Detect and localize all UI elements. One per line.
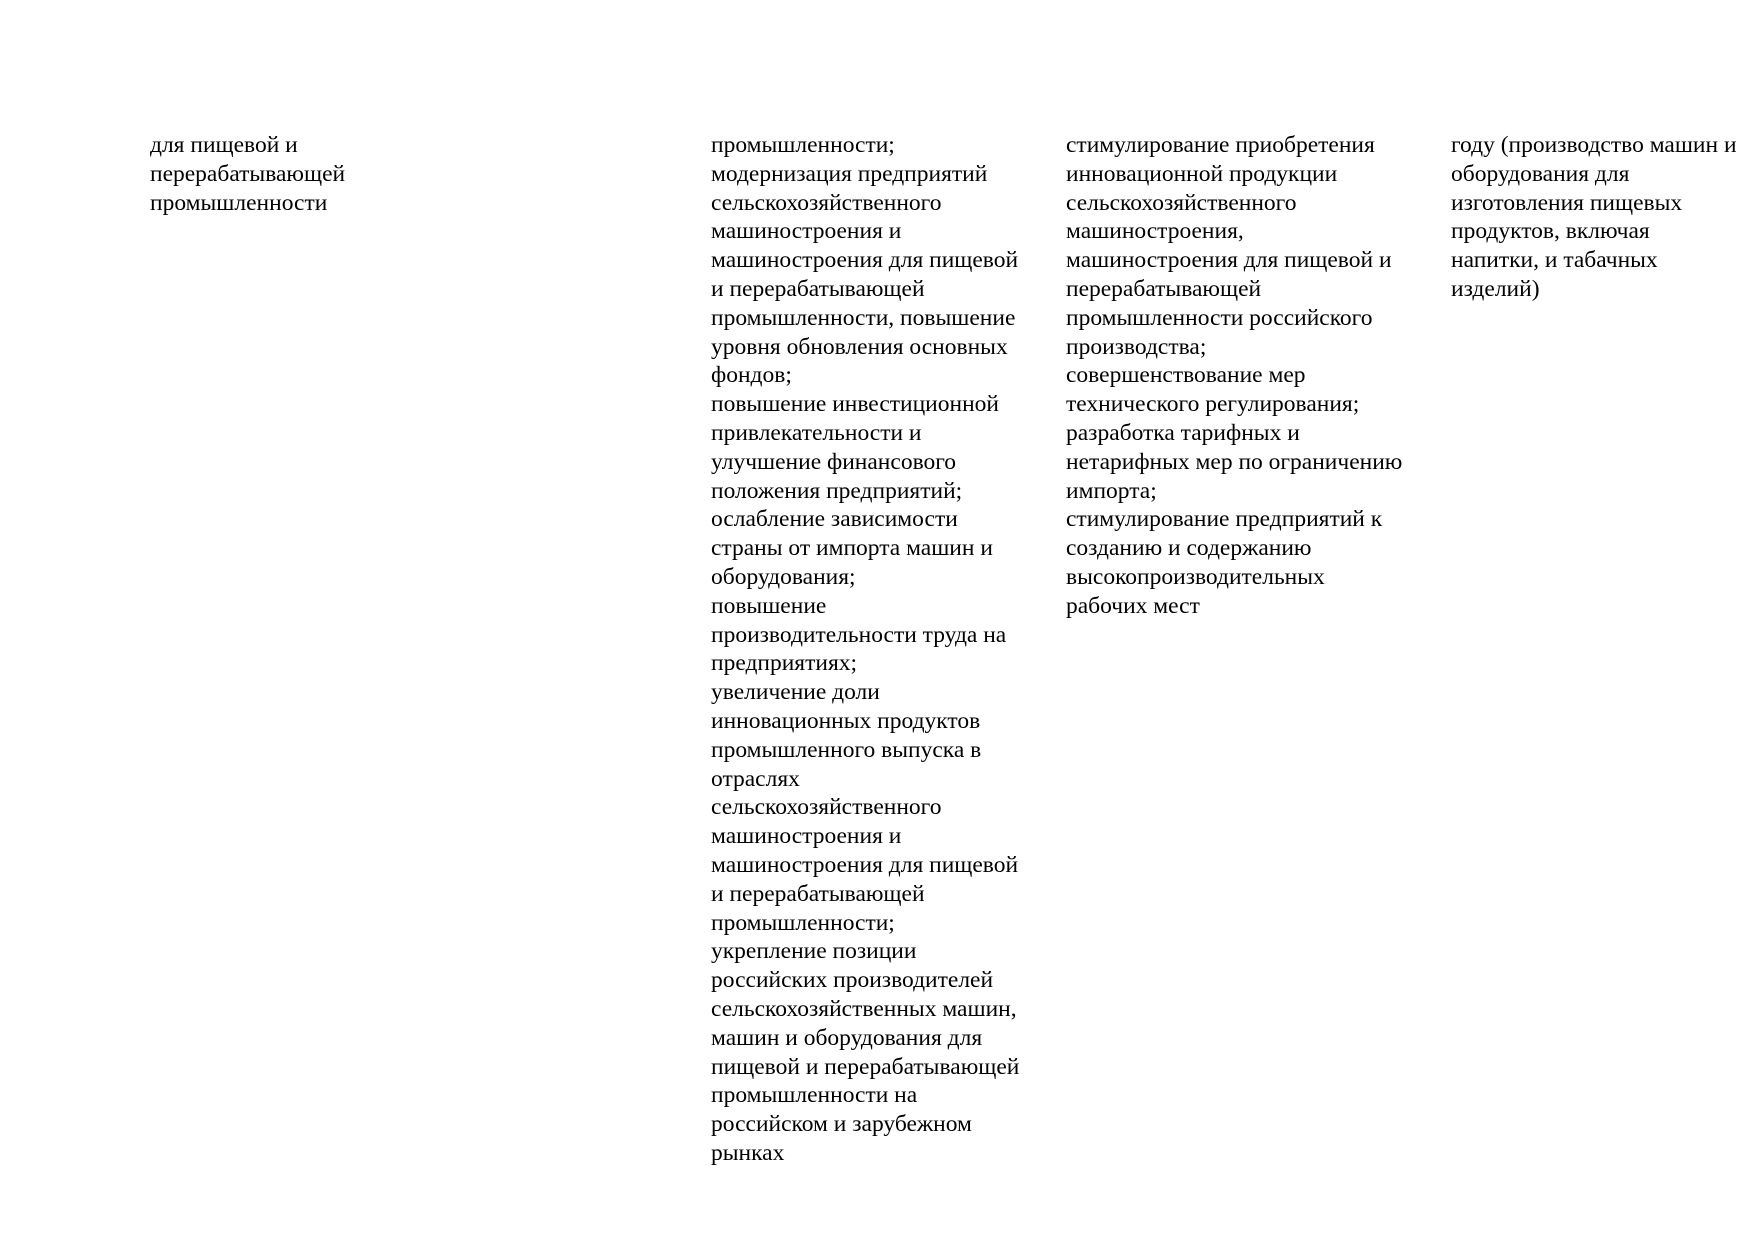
text-line: высокопроизводительных xyxy=(1066,563,1325,590)
text-line: машин и оборудования для xyxy=(711,1024,983,1051)
text-line: стимулирование приобретения xyxy=(1066,132,1375,158)
text-line: производительности труда на xyxy=(711,621,1007,648)
text-line: промышленности, повышение xyxy=(711,304,1016,331)
text-line: инновационных продуктов xyxy=(711,707,981,734)
text-line: повышение xyxy=(711,592,827,619)
text-line: сельскохозяйственного xyxy=(711,794,942,821)
text-line: предприятиях; xyxy=(711,650,858,677)
text-line: перерабатывающей xyxy=(150,160,346,187)
text-line: продуктов, включая xyxy=(1451,218,1650,245)
text-line: российских производителей xyxy=(711,967,994,994)
text-line: созданию и содержанию xyxy=(1066,535,1312,562)
text-line: машиностроения и xyxy=(711,823,902,850)
text-line: изделий) xyxy=(1451,275,1540,302)
text-line: промышленности xyxy=(150,189,328,216)
text-line: производства; xyxy=(1066,333,1207,360)
text-line: совершенствование мер xyxy=(1066,362,1306,389)
text-line: инновационной продукции xyxy=(1066,160,1338,187)
column-3-text xyxy=(1066,131,1444,621)
text-line: стимулирование предприятий к xyxy=(1066,506,1383,533)
text-line: для пищевой и xyxy=(150,132,298,158)
text-line: оборудования для xyxy=(1451,160,1630,187)
text-line: машиностроения и xyxy=(711,218,902,245)
text-line: разработка тарифных и xyxy=(1066,419,1300,446)
text-line: страны от импорта машин и xyxy=(711,535,993,562)
text-line: технического регулирования; xyxy=(1066,391,1360,418)
text-line: сельскохозяйственных машин, xyxy=(711,995,1017,1022)
text-line: изготовления пищевых xyxy=(1451,189,1683,216)
text-line: нетарифных мер по ограничению xyxy=(1066,448,1403,475)
text-line: уровня обновления основных xyxy=(711,333,1008,360)
text-line: промышленности; xyxy=(711,909,895,936)
text-line: сельскохозяйственного xyxy=(711,189,942,216)
text-line: повышение инвестиционной xyxy=(711,391,999,418)
text-line: модернизация предприятий xyxy=(711,160,988,187)
text-line: промышленности российского xyxy=(1066,304,1373,331)
text-line: оборудования; xyxy=(711,563,856,590)
text-line: машиностроения, xyxy=(1066,218,1244,245)
text-line: году (производство машин и xyxy=(1451,132,1737,158)
text-line: укрепление позиции xyxy=(711,938,917,965)
text-line: отраслях xyxy=(711,765,800,792)
text-line: ослабление зависимости xyxy=(711,506,958,533)
text-line: и перерабатывающей xyxy=(711,275,925,302)
text-line: сельскохозяйственного xyxy=(1066,189,1297,216)
text-line: промышленности на xyxy=(711,1082,918,1109)
text-line: напитки, и табачных xyxy=(1451,247,1658,274)
text-line: рынках xyxy=(711,1139,785,1166)
text-line: фондов; xyxy=(711,362,792,389)
text-line: рабочих мест xyxy=(1066,592,1200,619)
text-line: перерабатывающей xyxy=(1066,275,1262,302)
text-line: промышленного выпуска в xyxy=(711,736,982,763)
text-line: положения предприятий; xyxy=(711,477,963,504)
text-line: машиностроения для пищевой xyxy=(711,247,1019,274)
text-line: российском и зарубежном xyxy=(711,1111,972,1138)
column-1-text xyxy=(150,131,670,217)
text-line: увеличение доли xyxy=(711,679,880,706)
text-line: улучшение финансового xyxy=(711,448,957,475)
text-line: машиностроения для пищевой xyxy=(711,851,1019,878)
text-line: и перерабатывающей xyxy=(711,880,925,907)
text-line: машиностроения для пищевой и xyxy=(1066,247,1392,274)
text-line: импорта; xyxy=(1066,477,1157,504)
text-line: пищевой и перерабатывающей xyxy=(711,1053,1020,1080)
column-2-text xyxy=(711,131,1056,1168)
text-line: промышленности; xyxy=(711,132,895,158)
text-line: привлекательности и xyxy=(711,419,922,446)
column-4-text xyxy=(1451,131,1754,304)
